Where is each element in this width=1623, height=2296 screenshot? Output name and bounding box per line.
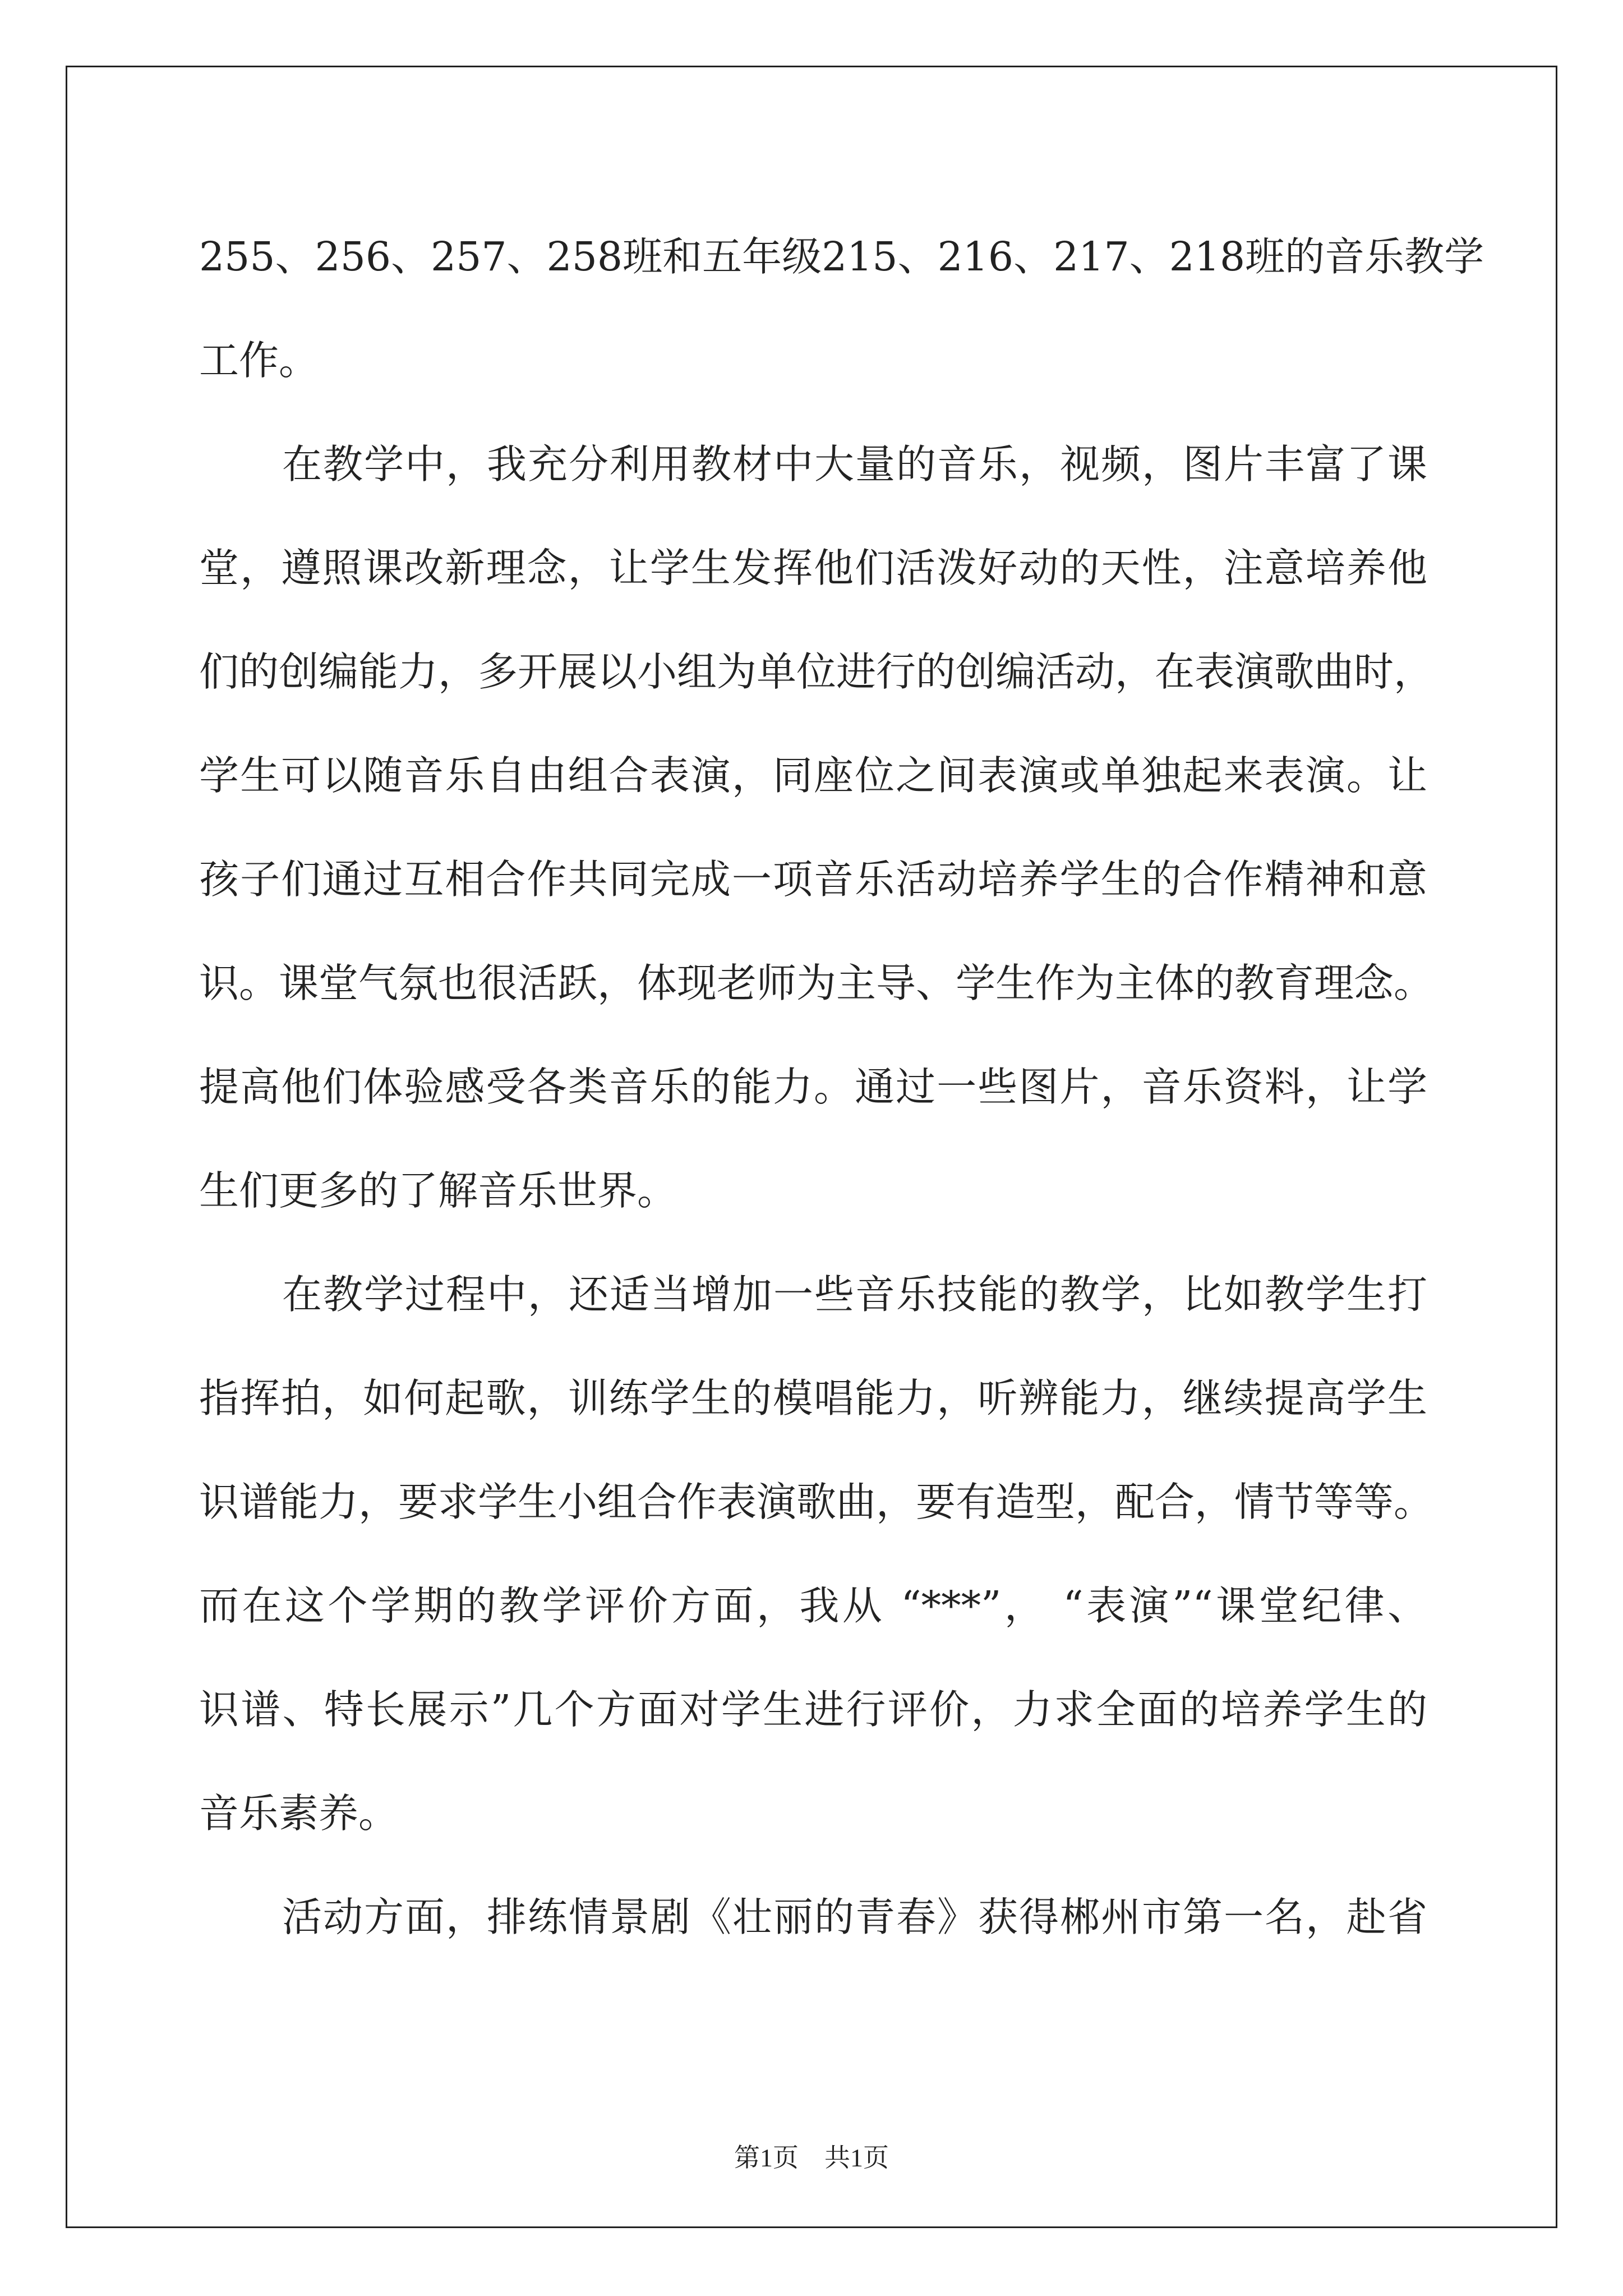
text-line: 生们更多的了解音乐世界。 [199,1167,677,1214]
text-line: 学生可以随音乐自由组合表演，同座位之间表演或单独起来表演。让 [199,752,1427,799]
text-line: 而在这个学期的教学评价方面，我从 “***”， “表演”“课堂纪律、 [199,1582,1427,1629]
text-line: 音乐素养。 [199,1790,399,1837]
text-line: 识谱、特长展示”几个方面对学生进行评价，力求全面的培养学生的 [199,1686,1427,1733]
text-line: 255、256、257、258班和五年级215、216、217、218班的音乐教学 [199,233,1484,280]
text-line: 指挥拍，如何起歌，训练学生的模唱能力，听辨能力，继续提高学生 [199,1375,1427,1421]
page-number-footer: 第1页 共1页 [734,2143,889,2172]
text-line: 识谱能力，要求学生小组合作表演歌曲，要有造型，配合，情节等等。 [199,1479,1434,1525]
paragraph-first-line: 在教学中，我充分利用教材中大量的音乐，视频，图片丰富了课 [282,441,1427,487]
text-line: 堂，遵照课改新理念，让学生发挥他们活泼好动的天性，注意培养他 [199,545,1427,591]
paragraph-first-line: 在教学过程中，还适当增加一些音乐技能的教学，比如教学生打 [282,1271,1427,1318]
paragraph-first-line: 活动方面，排练情景剧《壮丽的青春》获得郴州市第一名，赴省 [282,1894,1427,1940]
document-body [199,205,1484,1969]
text-line: 孩子们通过互相合作共同完成一项音乐活动培养学生的合作精神和意 [199,856,1427,903]
text-line: 们的创编能力，多开展以小组为单位进行的创编活动，在表演歌曲时， [199,648,1434,695]
text-line: 工作。 [199,337,319,384]
text-line: 提高他们体验感受各类音乐的能力。通过一些图片，音乐资料，让学 [199,1064,1427,1110]
text-line: 识。课堂气氛也很活跃，体现老师为主导、学生作为主体的教育理念。 [199,960,1434,1006]
